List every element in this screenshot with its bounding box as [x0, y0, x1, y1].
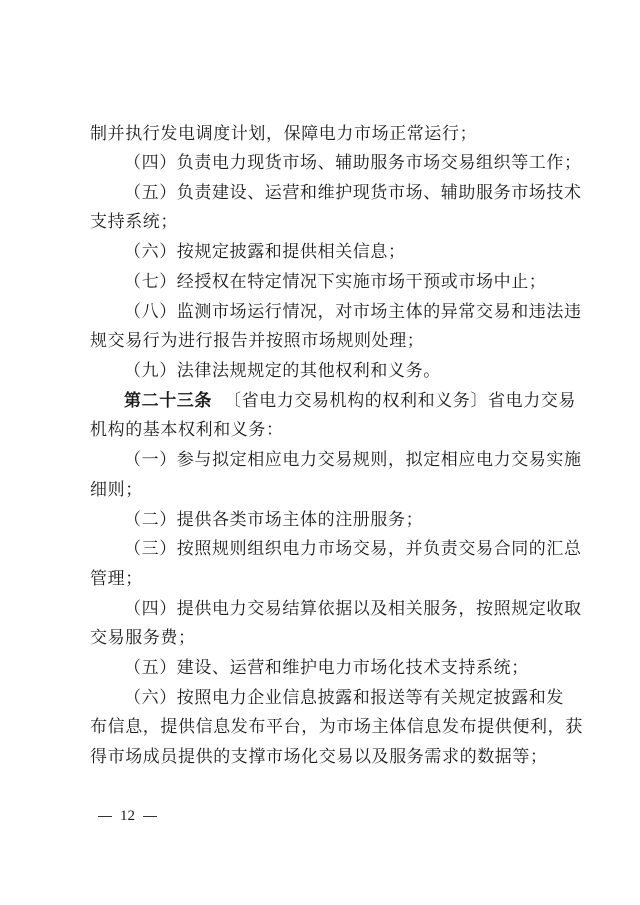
- text-line: （五）负责建设、运营和维护现货市场、辅助服务市场技术: [124, 183, 582, 203]
- article-number: 第二十三条: [124, 391, 212, 411]
- article-title: 〔省电力交易机构的权利和义务〕省电力交易: [224, 391, 576, 411]
- text-line: 管理；: [90, 569, 143, 589]
- text-line: 机构的基本权利和义务：: [90, 420, 284, 440]
- text-line: （四）提供电力交易结算依据以及相关服务，按照规定收取: [124, 599, 582, 619]
- text-line: 制并执行发电调度计划，保障电力市场正常运行；: [90, 124, 478, 144]
- page-footer: [90, 806, 165, 826]
- text-line: （八）监测市场运行情况，对市场主体的异常交易和违法违: [124, 302, 582, 322]
- page-number: 12: [120, 808, 135, 824]
- text-line: （六）按照电力企业信息披露和报送等有关规定披露和发: [124, 688, 564, 708]
- text-line: （六）按规定披露和提供相关信息；: [124, 242, 406, 262]
- text-line: 支持系统；: [90, 212, 178, 232]
- text-line: （七）经授权在特定情况下实施市场干预或市场中止；: [124, 272, 547, 292]
- text-line: 布信息，提供信息发布平台，为市场主体信息发布提供便利，获: [90, 717, 583, 737]
- text-line: 交易服务费；: [90, 628, 196, 648]
- text-line: （五）建设、运营和维护电力市场化技术支持系统；: [124, 658, 529, 678]
- text-line: （三）按照规则组织电力市场交易，并负责交易合同的汇总: [124, 539, 582, 559]
- dash-left: [98, 816, 112, 817]
- dash-right: [143, 816, 157, 817]
- article-heading-line: [124, 389, 576, 413]
- text-line: 细则；: [90, 480, 143, 500]
- text-line: （二）提供各类市场主体的注册服务；: [124, 510, 424, 530]
- text-line: 规交易行为进行报告并按照市场规则处理；: [90, 331, 425, 351]
- text-line: （一）参与拟定相应电力交易规则，拟定相应电力交易实施: [124, 450, 582, 470]
- text-line: （九）法律法规规定的其他权利和义务。: [124, 361, 441, 381]
- text-line: （四）负责电力现货市场、辅助服务市场交易组织等工作；: [124, 153, 582, 173]
- text-line: 得市场成员提供的支撑市场化交易以及服务需求的数据等；: [90, 747, 548, 767]
